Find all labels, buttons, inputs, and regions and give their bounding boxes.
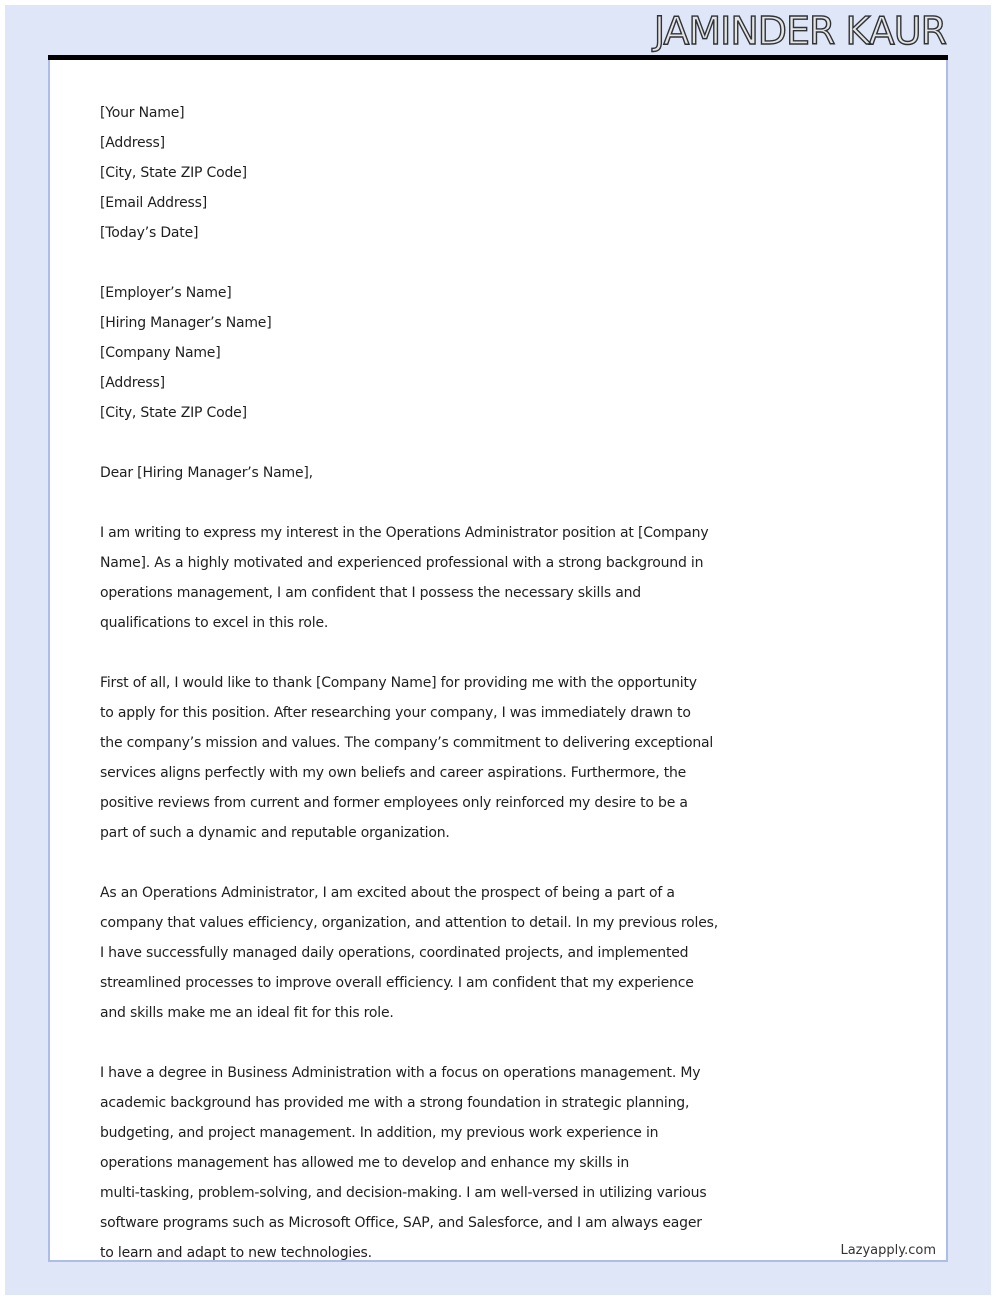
letter-date: [Today’s Date] — [100, 225, 199, 241]
salutation — [100, 458, 900, 488]
recipient-address-block — [100, 278, 900, 428]
sender-name: [Your Name] — [100, 105, 185, 121]
paragraph-line: I have a degree in Business Administration with a focus on operations management. My — [100, 1065, 701, 1081]
paragraph-line: company that values efficiency, organization, and attention to detail. In my previous roles, — [100, 915, 718, 931]
hiring-manager-name: [Hiring Manager’s Name] — [100, 315, 272, 331]
sender-address-block — [100, 98, 900, 248]
employer-name: [Employer’s Name] — [100, 285, 232, 301]
paragraph-line: multi-tasking, problem-solving, and decision-making. I am well-versed in utilizing various — [100, 1185, 707, 1201]
recipient-city-state-zip: [City, State ZIP Code] — [100, 405, 247, 421]
paragraph-line: As an Operations Administrator, I am excited about the prospect of being a part of a — [100, 885, 675, 901]
paragraph-line: I have successfully managed daily operations, coordinated projects, and implemented — [100, 945, 689, 961]
body-paragraph-company — [100, 668, 900, 848]
paragraph-line: positive reviews from current and former employees only reinforced my desire to be a — [100, 795, 688, 811]
paragraph-line: the company’s mission and values. The company’s commitment to delivering exceptional — [100, 735, 714, 751]
paragraph-line: I am writing to express my interest in the Operations Administrator position at [Company — [100, 525, 709, 541]
paragraph-line: and skills make me an ideal fit for this role. — [100, 1005, 394, 1021]
salutation-text: Dear [Hiring Manager’s Name], — [100, 465, 313, 481]
sender-email: [Email Address] — [100, 195, 207, 211]
paragraph-line: operations management has allowed me to develop and enhance my skills in — [100, 1155, 630, 1171]
source-watermark: Lazyapply.com — [840, 1243, 936, 1258]
paragraph-line: qualifications to excel in this role. — [100, 615, 329, 631]
body-paragraph-interest — [100, 518, 900, 638]
applicant-name-heading: JAMINDER KAUR — [653, 9, 946, 53]
body-paragraph-education — [100, 1058, 900, 1262]
paragraph-line: to learn and adapt to new technologies. — [100, 1245, 372, 1261]
paragraph-line: operations management, I am confident that I possess the necessary skills and — [100, 585, 641, 601]
paragraph-line: software programs such as Microsoft Office, SAP, and Salesforce, and I am always eager — [100, 1215, 702, 1231]
sender-address: [Address] — [100, 135, 165, 151]
cover-letter-body — [100, 98, 900, 1262]
paragraph-line: First of all, I would like to thank [Company Name] for providing me with the opportunity — [100, 675, 697, 691]
letter-page — [48, 60, 948, 1262]
paragraph-line: to apply for this position. After researching your company, I was immediately drawn to — [100, 705, 691, 721]
company-name: [Company Name] — [100, 345, 221, 361]
paragraph-line: Name]. As a highly motivated and experienced professional with a strong background in — [100, 555, 704, 571]
sender-city-state-zip: [City, State ZIP Code] — [100, 165, 247, 181]
paragraph-line: streamlined processes to improve overall efficiency. I am confident that my experience — [100, 975, 694, 991]
recipient-address: [Address] — [100, 375, 165, 391]
paragraph-line: academic background has provided me with a strong foundation in strategic planning, — [100, 1095, 690, 1111]
body-paragraph-role — [100, 878, 900, 1028]
paragraph-line: services aligns perfectly with my own beliefs and career aspirations. Furthermore, the — [100, 765, 687, 781]
paragraph-line: part of such a dynamic and reputable organization. — [100, 825, 450, 841]
paragraph-line: budgeting, and project management. In addition, my previous work experience in — [100, 1125, 659, 1141]
